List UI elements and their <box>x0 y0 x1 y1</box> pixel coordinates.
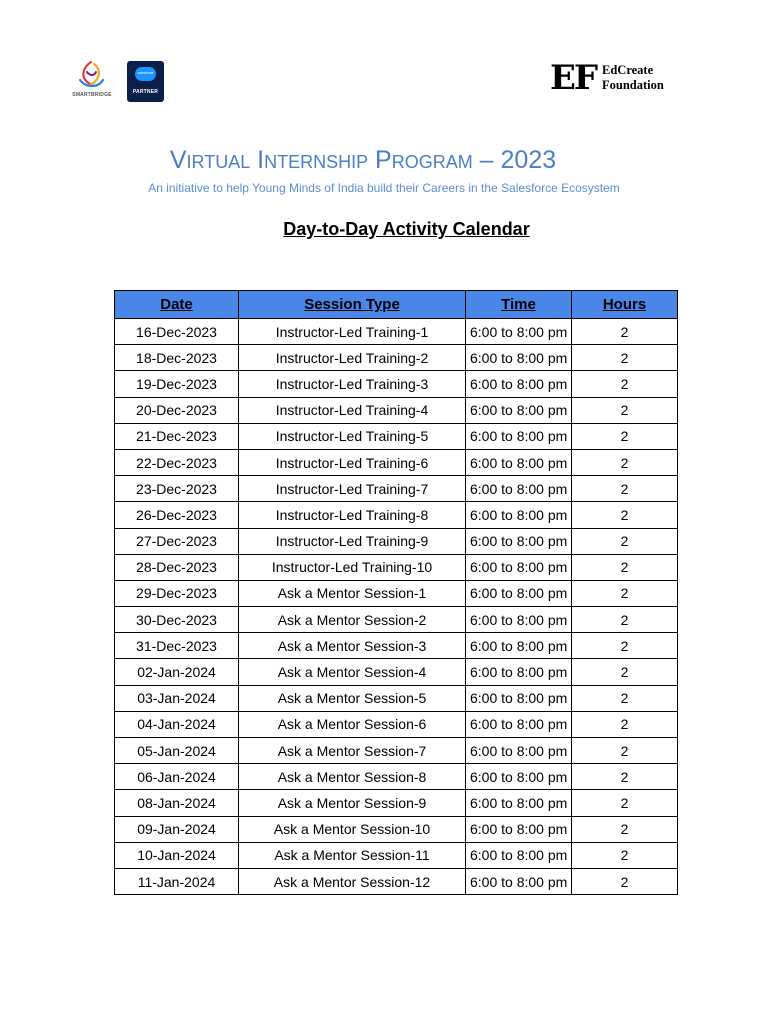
session-type-cell: Ask a Mentor Session-12 <box>239 868 466 894</box>
hours-cell: 2 <box>572 449 678 475</box>
hours-cell: 2 <box>572 764 678 790</box>
time-cell: 6:00 to 8:00 pm <box>466 764 572 790</box>
salesforce-cloud-icon <box>135 67 156 81</box>
table-row <box>115 319 678 345</box>
table-row <box>115 842 678 868</box>
date-cell: 16-Dec-2023 <box>115 319 239 345</box>
table-row <box>115 738 678 764</box>
table-header-row <box>115 291 678 319</box>
time-cell: 6:00 to 8:00 pm <box>466 738 572 764</box>
time-cell: 6:00 to 8:00 pm <box>466 554 572 580</box>
date-cell: 22-Dec-2023 <box>115 449 239 475</box>
hours-cell: 2 <box>572 554 678 580</box>
session-type-cell: Ask a Mentor Session-7 <box>239 738 466 764</box>
time-cell: 6:00 to 8:00 pm <box>466 528 572 554</box>
column-header-date: Date <box>115 291 239 319</box>
edcreate-name-line1: EdCreate <box>602 63 654 77</box>
time-cell: 6:00 to 8:00 pm <box>466 685 572 711</box>
program-title: Virtual Internship Program – 2023 <box>169 146 557 174</box>
time-cell: 6:00 to 8:00 pm <box>466 476 572 502</box>
date-cell: 08-Jan-2024 <box>115 790 239 816</box>
time-cell: 6:00 to 8:00 pm <box>466 319 572 345</box>
time-cell: 6:00 to 8:00 pm <box>466 842 572 868</box>
session-type-cell: Ask a Mentor Session-10 <box>239 816 466 842</box>
time-cell: 6:00 to 8:00 pm <box>466 502 572 528</box>
date-cell: 27-Dec-2023 <box>115 528 239 554</box>
hours-cell: 2 <box>572 685 678 711</box>
date-cell: 11-Jan-2024 <box>115 868 239 894</box>
time-cell: 6:00 to 8:00 pm <box>466 371 572 397</box>
partner-badge-text: PARTNER <box>132 89 159 95</box>
date-cell: 19-Dec-2023 <box>115 371 239 397</box>
hours-cell: 2 <box>572 345 678 371</box>
hours-cell: 2 <box>572 842 678 868</box>
date-cell: 05-Jan-2024 <box>115 738 239 764</box>
table-row <box>115 790 678 816</box>
hours-cell: 2 <box>572 711 678 737</box>
table-row <box>115 528 678 554</box>
time-cell: 6:00 to 8:00 pm <box>466 580 572 606</box>
date-cell: 28-Dec-2023 <box>115 554 239 580</box>
time-cell: 6:00 to 8:00 pm <box>466 423 572 449</box>
smartbridge-wordmark: SMARTBRIDGE <box>72 92 112 98</box>
time-cell: 6:00 to 8:00 pm <box>466 790 572 816</box>
hours-cell: 2 <box>572 868 678 894</box>
edcreate-name-line2: Foundation <box>602 77 664 92</box>
table-row <box>115 580 678 606</box>
date-cell: 23-Dec-2023 <box>115 476 239 502</box>
table-row <box>115 633 678 659</box>
date-cell: 04-Jan-2024 <box>115 711 239 737</box>
table-row <box>115 816 678 842</box>
time-cell: 6:00 to 8:00 pm <box>466 659 572 685</box>
table-row <box>115 868 678 894</box>
session-type-cell: Ask a Mentor Session-2 <box>239 607 466 633</box>
edcreate-logo-name <box>602 63 664 92</box>
time-cell: 6:00 to 8:00 pm <box>466 633 572 659</box>
time-cell: 6:00 to 8:00 pm <box>466 607 572 633</box>
hours-cell: 2 <box>572 502 678 528</box>
date-cell: 06-Jan-2024 <box>115 764 239 790</box>
time-cell: 6:00 to 8:00 pm <box>466 449 572 475</box>
column-header-session-type: Session Type <box>239 291 466 319</box>
table-row <box>115 659 678 685</box>
hours-cell: 2 <box>572 659 678 685</box>
date-cell: 02-Jan-2024 <box>115 659 239 685</box>
time-cell: 6:00 to 8:00 pm <box>466 397 572 423</box>
table-row <box>115 685 678 711</box>
hours-cell: 2 <box>572 738 678 764</box>
session-type-cell: Ask a Mentor Session-1 <box>239 580 466 606</box>
date-cell: 29-Dec-2023 <box>115 580 239 606</box>
hours-cell: 2 <box>572 607 678 633</box>
column-header-hours: Hours <box>572 291 678 319</box>
table-row <box>115 371 678 397</box>
edcreate-logo-mark: EF <box>550 58 597 98</box>
session-type-cell: Ask a Mentor Session-11 <box>239 842 466 868</box>
hours-cell: 2 <box>572 790 678 816</box>
time-cell: 6:00 to 8:00 pm <box>466 345 572 371</box>
session-type-cell: Ask a Mentor Session-3 <box>239 633 466 659</box>
session-type-cell: Ask a Mentor Session-9 <box>239 790 466 816</box>
date-cell: 26-Dec-2023 <box>115 502 239 528</box>
hours-cell: 2 <box>572 528 678 554</box>
hours-cell: 2 <box>572 633 678 659</box>
time-cell: 6:00 to 8:00 pm <box>466 868 572 894</box>
date-cell: 10-Jan-2024 <box>115 842 239 868</box>
session-type-cell: Instructor-Led Training-4 <box>239 397 466 423</box>
session-type-cell: Instructor-Led Training-1 <box>239 319 466 345</box>
activity-calendar-table <box>114 290 678 895</box>
session-type-cell: Instructor-Led Training-3 <box>239 371 466 397</box>
date-cell: 03-Jan-2024 <box>115 685 239 711</box>
session-type-cell: Instructor-Led Training-7 <box>239 476 466 502</box>
column-header-time: Time <box>466 291 572 319</box>
table-row <box>115 397 678 423</box>
hours-cell: 2 <box>572 580 678 606</box>
hours-cell: 2 <box>572 423 678 449</box>
time-cell: 6:00 to 8:00 pm <box>466 711 572 737</box>
table-row <box>115 711 678 737</box>
date-cell: 20-Dec-2023 <box>115 397 239 423</box>
program-subtitle: An initiative to help Young Minds of India build their Careers in the Salesforce Ecosystem <box>148 181 620 195</box>
session-type-cell: Ask a Mentor Session-5 <box>239 685 466 711</box>
date-cell: 31-Dec-2023 <box>115 633 239 659</box>
table-row <box>115 449 678 475</box>
calendar-heading: Day-to-Day Activity Calendar <box>283 219 530 239</box>
session-type-cell: Instructor-Led Training-9 <box>239 528 466 554</box>
table-row <box>115 476 678 502</box>
date-cell: 21-Dec-2023 <box>115 423 239 449</box>
table-row <box>115 345 678 371</box>
salesforce-partner-logo <box>127 61 164 102</box>
hours-cell: 2 <box>572 371 678 397</box>
hours-cell: 2 <box>572 476 678 502</box>
hours-cell: 2 <box>572 397 678 423</box>
session-type-cell: Instructor-Led Training-5 <box>239 423 466 449</box>
hours-cell: 2 <box>572 816 678 842</box>
time-cell: 6:00 to 8:00 pm <box>466 816 572 842</box>
date-cell: 09-Jan-2024 <box>115 816 239 842</box>
table-row <box>115 423 678 449</box>
session-type-cell: Instructor-Led Training-6 <box>239 449 466 475</box>
session-type-cell: Instructor-Led Training-2 <box>239 345 466 371</box>
session-type-cell: Ask a Mentor Session-6 <box>239 711 466 737</box>
session-type-cell: Ask a Mentor Session-4 <box>239 659 466 685</box>
salesforce-cloud-text: salesforce <box>137 71 154 75</box>
table-row <box>115 607 678 633</box>
table-row <box>115 502 678 528</box>
hours-cell: 2 <box>572 319 678 345</box>
session-type-cell: Instructor-Led Training-10 <box>239 554 466 580</box>
date-cell: 30-Dec-2023 <box>115 607 239 633</box>
table-row <box>115 764 678 790</box>
session-type-cell: Ask a Mentor Session-8 <box>239 764 466 790</box>
session-type-cell: Instructor-Led Training-8 <box>239 502 466 528</box>
table-row <box>115 554 678 580</box>
table-body <box>115 319 678 895</box>
date-cell: 18-Dec-2023 <box>115 345 239 371</box>
